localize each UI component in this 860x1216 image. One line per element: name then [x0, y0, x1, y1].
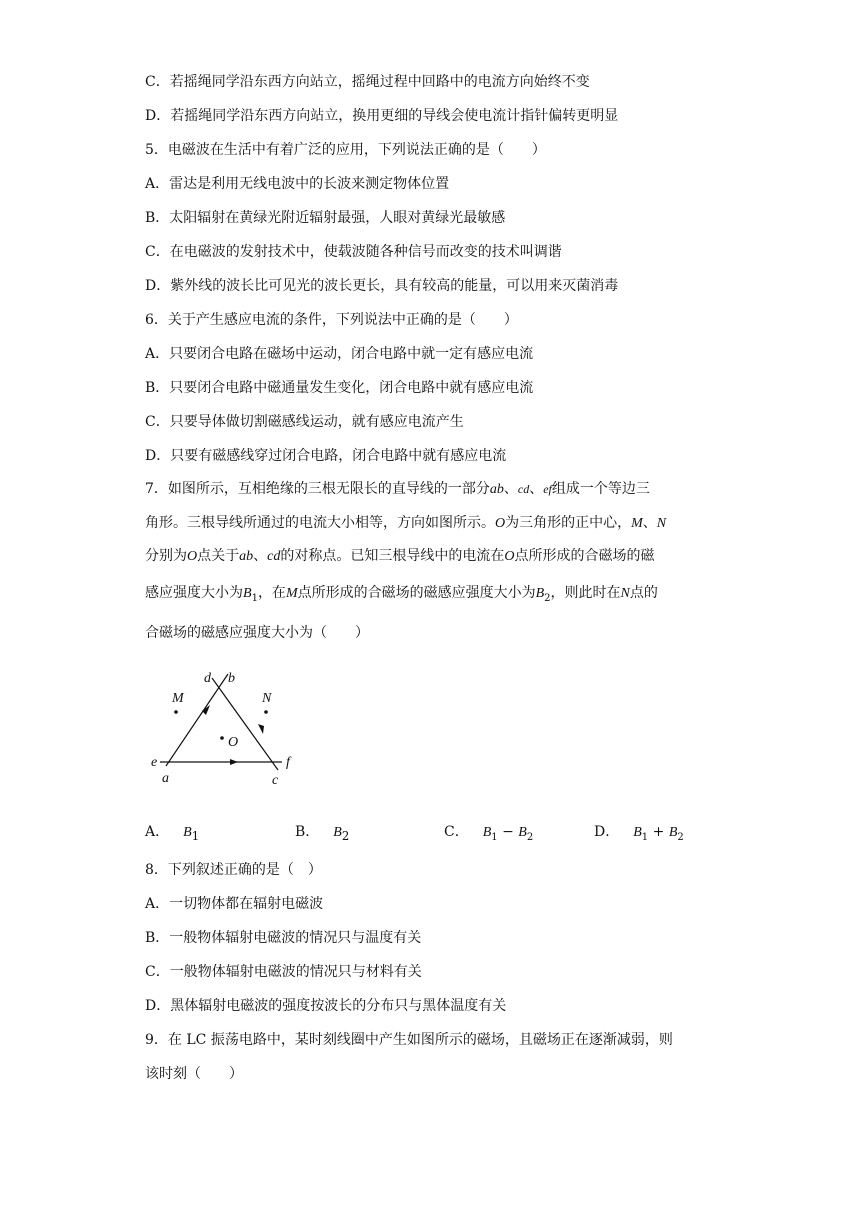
arrow-ef-icon: [230, 759, 238, 765]
label-o: O: [228, 735, 239, 750]
q7-triangle-figure: [148, 668, 308, 792]
q7-stem-line1: 7．如图所示，互相绝缘的三根无限长的直导线的一部分ab、cd、ef组成一个等边三: [145, 481, 650, 497]
label-a: a: [162, 771, 169, 786]
q7-option-a: A． $B_1$: [145, 824, 200, 843]
q7-option-c: C． $B_1 - B_2$: [444, 824, 534, 843]
label-f: f: [286, 755, 290, 770]
q8-stem: 8．下列叙述正确的是（ ）: [145, 862, 322, 878]
q6-option-c: C．只要导体做切割磁感线运动，就有感应电流产生: [145, 414, 464, 430]
q4-option-c: C．若摇绳同学沿东西方向站立，摇绳过程中回路中的电流方向始终不变: [145, 74, 590, 90]
q6-stem: 6．关于产生感应电流的条件，下列说法中正确的是（ ）: [145, 312, 518, 328]
q6-option-d: D．只要有磁感线穿过闭合电路，闭合电路中就有感应电流: [145, 448, 507, 464]
label-c: c: [272, 773, 279, 788]
q5-stem: 5．电磁波在生活中有着广泛的应用，下列说法正确的是（ ）: [145, 142, 546, 158]
q7-stem-line2: 角形。三根导线所通过的电流大小相等，方向如图所示。O为三角形的正中心，M、N: [145, 515, 667, 531]
q6-option-b: B．只要闭合电路中磁通量发生变化，闭合电路中就有感应电流: [145, 380, 534, 396]
q5-option-a: A．雷达是利用无线电波中的长波来测定物体位置: [145, 176, 450, 192]
q8-option-d: D．黑体辐射电磁波的强度按波长的分布只与黑体温度有关: [145, 998, 507, 1014]
q8-option-c: C．一般物体辐射电磁波的情况只与材料有关: [145, 964, 422, 980]
q7-stem-line5: 合磁场的磁感应强度大小为（ ）: [145, 625, 369, 641]
q7-stem-line4: 感应强度大小为$B_1$，在M点所形成的合磁场的磁感应强度大小为$B_2$，则此时在N点的: [145, 585, 658, 604]
q8-option-a: A．一切物体都在辐射电磁波: [145, 896, 324, 912]
q9-stem-line2: 该时刻（ ）: [145, 1066, 243, 1082]
q5-option-c: C．在电磁波的发射技术中，使载波随各种信号而改变的技术叫调谐: [145, 244, 562, 260]
q5-option-d: D．紫外线的波长比可见光的波长更长，具有较高的能量，可以用来灭菌消毒: [145, 278, 619, 294]
q9-stem-line1: 9．在 LC 振荡电路中，某时刻线圈中产生如图所示的磁场，且磁场正在逐渐减弱，则: [145, 1032, 673, 1048]
q7-stem-line3: 分别为O点关于ab、cd的对称点。已知三根导线中的电流在O点所形成的合磁场的磁: [145, 548, 655, 564]
q4-option-d: D．若摇绳同学沿东西方向站立，换用更细的导线会使电流计指针偏转更明显: [145, 108, 619, 124]
q7-option-d: D． $B_1 + B_2$: [594, 824, 684, 843]
q7-option-b: B． $B_2$: [295, 824, 350, 843]
q5-option-b: B．太阳辐射在黄绿光附近辐射最强，人眼对黄绿光最敏感: [145, 210, 506, 226]
point-o: [220, 736, 224, 740]
label-m: M: [172, 691, 184, 706]
label-n: N: [262, 691, 272, 706]
point-m: [174, 710, 178, 714]
point-n: [264, 710, 268, 714]
label-d: d: [204, 671, 211, 686]
q6-option-a: A．只要闭合电路在磁场中运动，闭合电路中就一定有感应电流: [145, 346, 534, 362]
q8-option-b: B．一般物体辐射电磁波的情况只与温度有关: [145, 930, 422, 946]
label-e: e: [151, 755, 158, 770]
label-b: b: [228, 671, 235, 686]
arrow-cd-icon: [258, 724, 264, 734]
